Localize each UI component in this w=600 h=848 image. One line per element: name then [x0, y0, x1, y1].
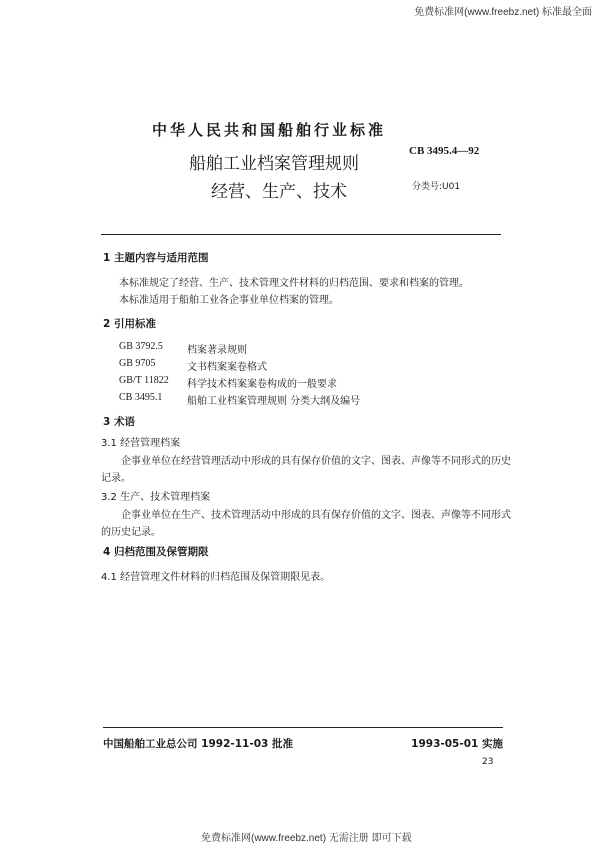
doc-title-line2: 经营、生产、技术: [211, 182, 347, 202]
effective-date: 1993-05-01 实施: [411, 738, 503, 750]
section-3-1-paragraph: 记录。: [101, 473, 131, 484]
reference-code: GB/T 11822: [119, 375, 169, 386]
reference-code: CB 3495.1: [119, 392, 163, 403]
classification-number: 分类号:U01: [412, 182, 461, 192]
watermark-bottom: 免费标准网(www.freebz.net) 无需注册 即可下载: [201, 833, 412, 844]
header-rule: [101, 234, 501, 235]
section-3-1-heading: 3.1 经营管理档案: [101, 438, 181, 449]
reference-title: 文书档案案卷格式: [187, 362, 267, 373]
section-4-1-text: 4.1 经营管理文件材料的归档范围及保管期限见表。: [101, 572, 331, 583]
reference-code: GB 9705: [119, 358, 156, 369]
section-3-2-heading: 3.2 生产、技术管理档案: [101, 492, 211, 503]
watermark-top: 免费标准网(www.freebz.net) 标准最全面: [414, 7, 592, 18]
section-1-paragraph: 本标准适用于船舶工业各企事业单位档案的管理。: [119, 295, 339, 306]
section-2-heading: 2 引用标准: [103, 318, 156, 330]
section-3-2-paragraph: 的历史记录。: [101, 527, 161, 538]
footer-rule: [103, 727, 503, 728]
section-4-heading: 4 归档范围及保管期限: [103, 546, 209, 558]
reference-title: 船舶工业档案管理规则 分类大纲及编号: [187, 396, 361, 407]
approval-info: 中国船舶工业总公司 1992-11-03 批准: [103, 738, 293, 750]
section-3-1-paragraph: 企事业单位在经营管理活动中形成的具有保存价值的文字、图表、声像等不同形式的历史: [121, 456, 511, 467]
section-1-heading: 1 主题内容与适用范围: [103, 252, 209, 264]
org-title: 中华人民共和国船舶行业标准: [152, 121, 387, 139]
reference-code: GB 3792.5: [119, 341, 163, 352]
reference-title: 科学技术档案案卷构成的一般要求: [187, 379, 337, 390]
section-3-heading: 3 术语: [103, 416, 135, 428]
section-3-2-paragraph: 企事业单位在生产、技术管理活动中形成的具有保存价值的文字、图表、声像等不同形式: [121, 510, 511, 521]
standard-number: CB 3495.4—92: [409, 145, 480, 157]
page-number: 23: [482, 757, 494, 767]
section-1-paragraph: 本标准规定了经营、生产、技术管理文件材料的归档范围、要求和档案的管理。: [119, 278, 469, 289]
doc-title-line1: 船舶工业档案管理规则: [189, 154, 359, 174]
reference-title: 档案著录规则: [187, 345, 247, 356]
